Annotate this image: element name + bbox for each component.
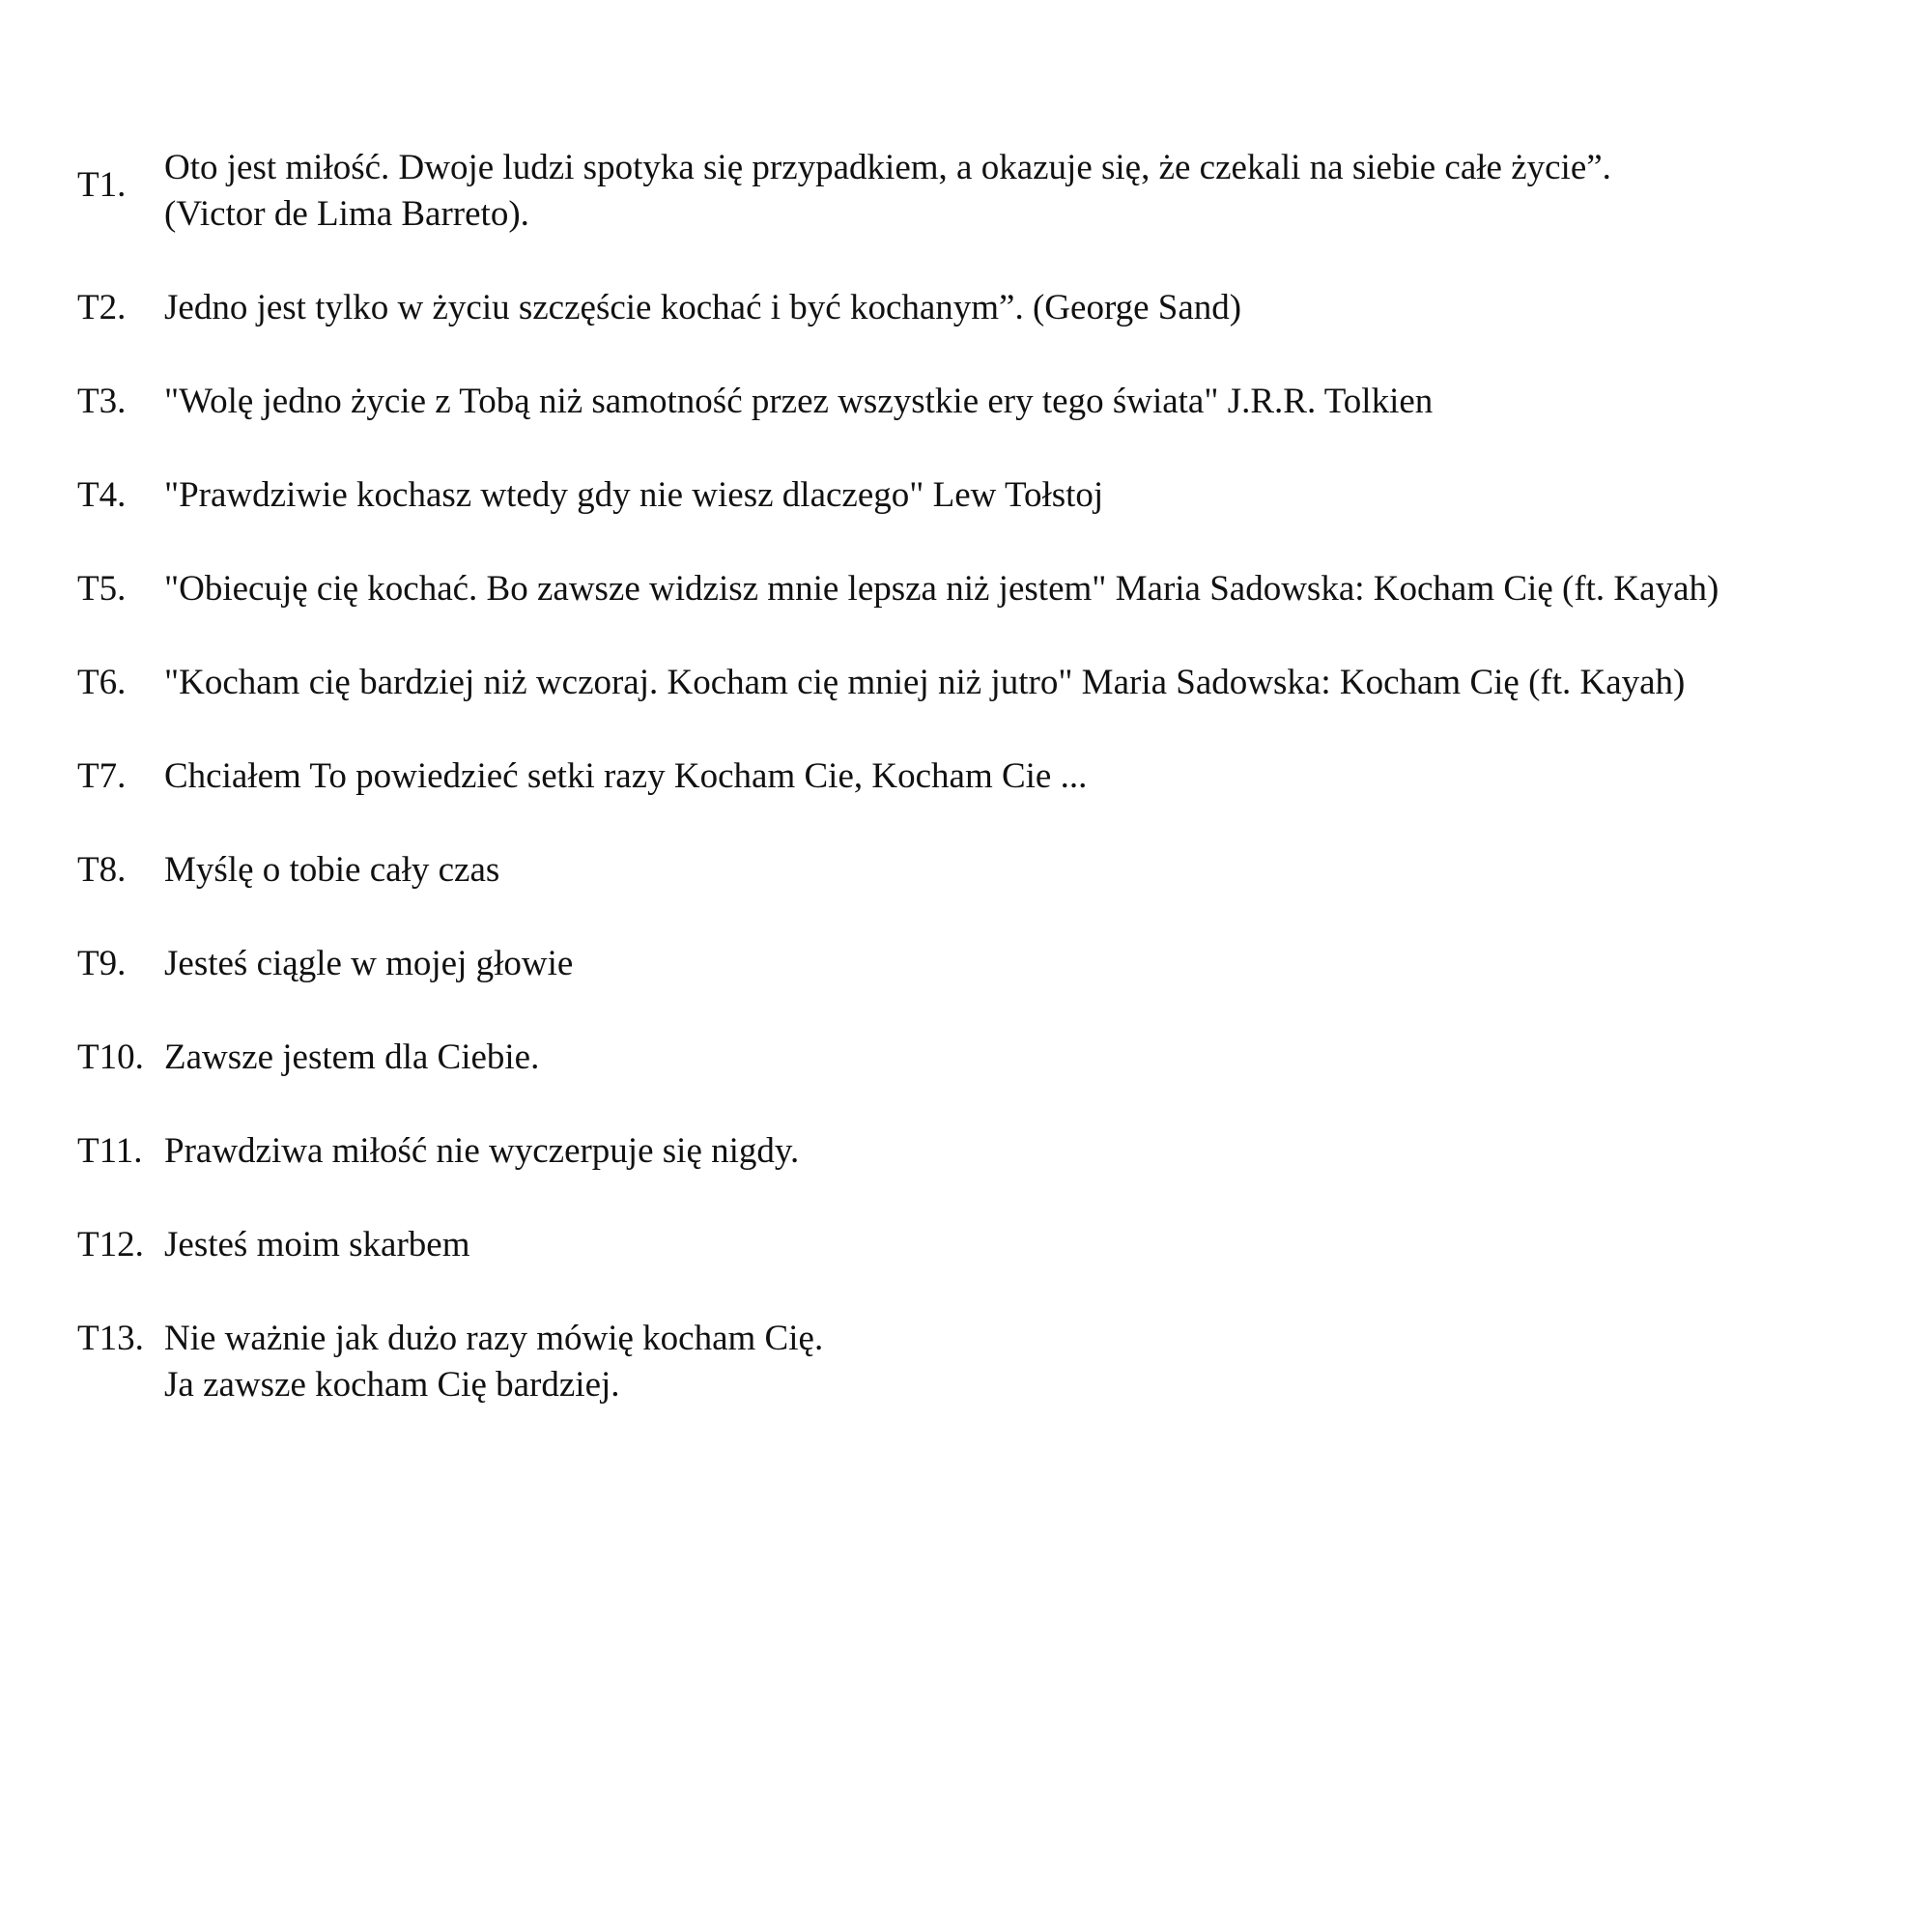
item-text <box>164 753 1893 800</box>
list-item <box>77 941 1893 987</box>
list-item <box>77 847 1893 894</box>
list-item <box>77 753 1893 800</box>
item-text-line: Nie ważnie jak dużo razy mówię kocham Cię. <box>164 1319 824 1358</box>
item-number: T3. <box>77 382 127 421</box>
item-number: T1. <box>77 165 127 205</box>
item-text <box>164 1035 1893 1081</box>
item-text <box>164 566 1893 612</box>
item-text <box>164 1128 1893 1175</box>
item-text-line: "Wolę jedno życie z Tobą niż samotność przez wszystkie ery tego świata" J.R.R. Tolkien <box>164 382 1434 421</box>
item-text-line: Chciałem To powiedzieć setki razy Kocham Cie, Kocham Cie ... <box>164 756 1088 796</box>
item-text-line: "Prawdziwie kochasz wtedy gdy nie wiesz dlaczego" Lew Tołstoj <box>164 475 1104 515</box>
list-item <box>77 379 1893 425</box>
item-number: T2. <box>77 288 127 327</box>
item-number: T6. <box>77 663 127 702</box>
list-item <box>77 1316 1893 1408</box>
item-text <box>164 1222 1893 1268</box>
item-number: T9. <box>77 944 127 983</box>
item-number: T5. <box>77 569 127 609</box>
item-text-line: Jesteś moim skarbem <box>164 1225 470 1264</box>
item-text <box>164 472 1893 519</box>
item-text <box>164 660 1893 706</box>
item-text-line: Jesteś ciągle w mojej głowie <box>164 944 574 983</box>
item-text-line: Oto jest miłość. Dwoje ludzi spotyka się przypadkiem, a okazuje się, że czekali na siebie całe życie”. <box>164 148 1611 187</box>
item-text-line: "Obiecuję cię kochać. Bo zawsze widzisz mnie lepsza niż jestem" Maria Sadowska: Kocham Cię (ft. Kayah) <box>164 569 1719 609</box>
item-text-line: Prawdziwa miłość nie wyczerpuje się nigdy. <box>164 1131 800 1171</box>
item-text-line: Ja zawsze kocham Cię bardziej. <box>164 1365 620 1405</box>
item-number: T4. <box>77 475 127 515</box>
item-number: T7. <box>77 756 127 796</box>
item-text-line: Myślę o tobie cały czas <box>164 850 500 890</box>
list-item <box>77 1222 1893 1268</box>
item-text <box>164 379 1893 425</box>
item-number: T11. <box>77 1131 143 1171</box>
item-text <box>164 1316 1893 1408</box>
list-item <box>77 145 1893 238</box>
list-item <box>77 472 1893 519</box>
item-number: T8. <box>77 850 127 890</box>
list-item <box>77 660 1893 706</box>
list-item <box>77 1035 1893 1081</box>
list-item <box>77 285 1893 331</box>
item-text <box>164 285 1893 331</box>
item-number: T12. <box>77 1225 144 1264</box>
item-number: T10. <box>77 1037 144 1077</box>
list-item <box>77 566 1893 612</box>
list-item <box>77 1128 1893 1175</box>
item-text-line: Zawsze jestem dla Ciebie. <box>164 1037 540 1077</box>
item-text-line: "Kocham cię bardziej niż wczoraj. Kocham cię mniej niż jutro" Maria Sadowska: Kocham Cię (ft. Kayah) <box>164 663 1686 702</box>
item-text-line: (Victor de Lima Barreto). <box>164 194 529 234</box>
quote-list <box>77 145 1893 1456</box>
item-text <box>164 145 1893 238</box>
item-text <box>164 941 1893 987</box>
item-number: T13. <box>77 1319 144 1358</box>
item-text <box>164 847 1893 894</box>
item-text-line: Jedno jest tylko w życiu szczęście kochać i być kochanym”. (George Sand) <box>164 288 1242 327</box>
